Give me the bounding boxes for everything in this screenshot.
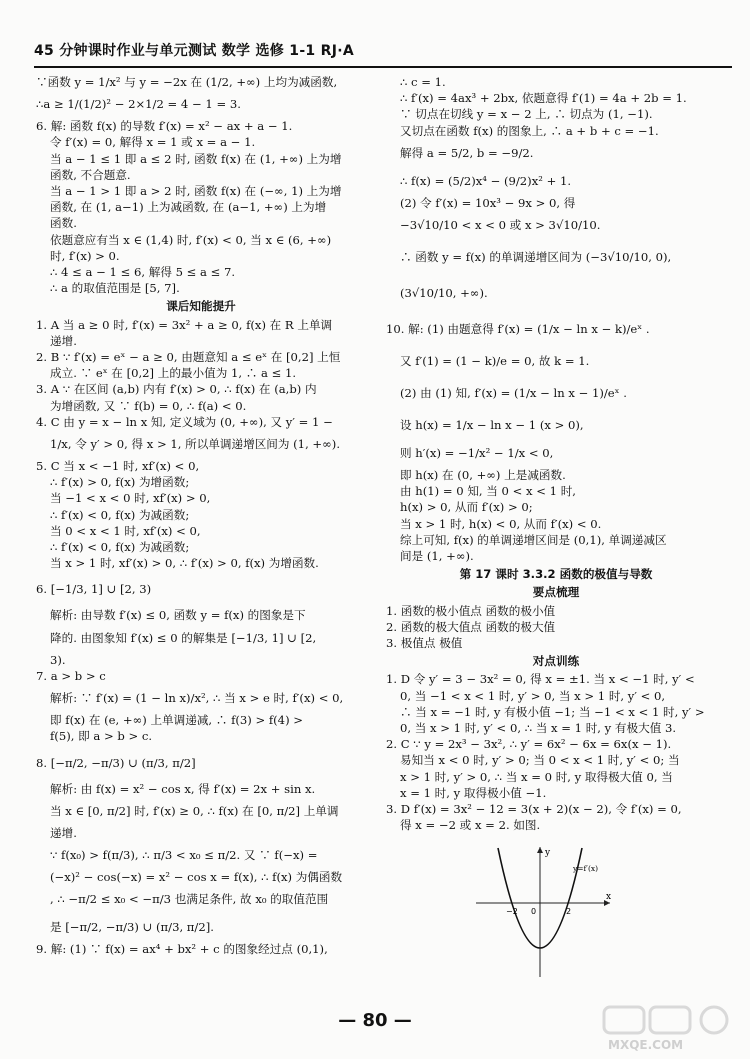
right-column [386, 74, 726, 833]
text-line: 0, 当 x > 1 时, y′ < 0, ∴ 当 x = 1 时, y 有极大值 3. [400, 721, 677, 736]
section-heading: 课后知能提升 [166, 299, 236, 314]
text-line: 当 0 < x < 1 时, xf′(x) < 0, [50, 523, 201, 538]
text-line: 解析: 由导数 f′(x) ≤ 0, 函数 y = f(x) 的图象是下 [50, 608, 306, 623]
text-line: 4. C 由 y = x − ln x 知, 定义域为 (0, +∞), 又 y′ = 1 − [36, 414, 333, 429]
text-line: ∴ 当 x = −1 时, y 有极小值 −1; 当 −1 < x < 1 时, y′ > [400, 704, 705, 719]
watermark-shape [604, 1007, 644, 1033]
text-line: 易知当 x < 0 时, y′ > 0; 当 0 < x < 1 时, y′ < 0; 当 [400, 753, 680, 768]
text-line: 依题意应有当 x ∈ (1,4) 时, f′(x) < 0, 当 x ∈ (6, +∞) [50, 232, 332, 247]
text-line: h(x) > 0, 从而 f′(x) > 0; [400, 500, 533, 515]
text-line: ∵ f(x₀) > f(π/3), ∴ π/3 < x₀ ≤ π/2. 又 ∵ f(−x) = [50, 847, 318, 862]
text-line: 1/x, 令 y′ > 0, 得 x > 1, 所以单调递增区间为 (1, +∞). [50, 437, 341, 452]
text-line: ∴ 函数 y = f(x) 的单调递增区间为 (−3√10/10, 0), [400, 250, 672, 265]
text-line: 函数, 不合题意. [50, 167, 131, 182]
text-line: ∴ 4 ≤ a − 1 ≤ 6, 解得 5 ≤ a ≤ 7. [50, 265, 236, 280]
text-line: 1. 函数的极小值点 函数的极小值 [386, 603, 556, 618]
section-heading: 对点训练 [532, 654, 580, 669]
text-line: 由 h(1) = 0 知, 当 0 < x < 1 时, [400, 484, 576, 499]
text-line: ∴ f′(x) < 0, f(x) 为减函数; [50, 540, 190, 555]
y-axis-arrow [537, 847, 543, 853]
text-line: x > 1 时, y′ > 0, ∴ 当 x = 0 时, y 取得极大值 0, 当 [400, 769, 673, 784]
page-number: — 80 — [338, 1010, 412, 1031]
x-axis-label: x [606, 892, 612, 902]
text-line: 解析: ∵ f′(x) = (1 − ln x)/x², ∴ 当 x > e 时, f′(x) < 0, [50, 691, 344, 706]
text-line: 2. B ∵ f′(x) = eˣ − a ≥ 0, 由题意知 a ≤ eˣ 在 [0,2] 上恒 [36, 350, 341, 365]
text-line: −3√10/10 < x < 0 或 x > 3√10/10. [400, 218, 601, 233]
text-line: 降的. 由图象知 f′(x) ≤ 0 的解集是 [−1/3, 1] ∪ [2, [50, 630, 317, 645]
text-line: x = 1 时, y 取得极小值 −1. [400, 785, 547, 800]
text-line: 6. [−1/3, 1] ∪ [2, 3) [36, 582, 152, 597]
text-line: f(5), 即 a > b > c. [50, 729, 153, 744]
text-line: 8. [−π/2, −π/3) ∪ (π/3, π/2] [36, 755, 196, 770]
text-line: 时, f′(x) > 0. [50, 248, 120, 263]
text-line: 间是 (1, +∞). [400, 549, 474, 564]
text-line: 当 a − 1 ≤ 1 即 a ≤ 2 时, 函数 f(x) 在 (1, +∞) 上为增 [50, 151, 342, 166]
text-line: ∵函数 y = 1/x² 与 y = −2x 在 (1/2, +∞) 上均为减函数, [36, 75, 338, 89]
text-line: 综上可知, f(x) 的单调递增区间是 (0,1), 单调递减区 [400, 532, 667, 547]
text-line: ∴ a 的取值范围是 [5, 7]. [50, 281, 180, 296]
text-line: 则 h′(x) = −1/x² − 1/x < 0, [400, 446, 554, 461]
text-line: 3. 极值点 极值 [386, 636, 463, 651]
text-line: 3). [50, 652, 66, 667]
text-line: 当 a − 1 > 1 即 a > 2 时, 函数 f(x) 在 (−∞, 1) 上为增 [50, 184, 342, 199]
text-line: (−x)² − cos(−x) = x² − cos x = f(x), ∴ f(x) 为偶函数 [50, 869, 343, 884]
text-line: 令 f′(x) = 0, 解得 x = 1 或 x = a − 1. [50, 135, 256, 150]
text-line: 7. a > b > c [36, 668, 106, 683]
text-line: 当 −1 < x < 0 时, xf′(x) > 0, [50, 491, 211, 506]
text-line: 解析: 由 f(x) = x² − cos x, 得 f′(x) = 2x + sin x. [50, 781, 316, 796]
curve-label: y=f′(x) [573, 864, 599, 873]
watermark-text: MXQE.COM [608, 1038, 684, 1052]
text-line: 递增. [50, 333, 77, 348]
text-line: 2. C ∵ y = 2x³ − 3x², ∴ y′ = 6x² − 6x = 6x(x − 1). [386, 737, 672, 752]
text-line: 又切点在函数 f(x) 的图象上, ∴ a + b + c = −1. [400, 123, 659, 138]
text-line: (2) 由 (1) 知, f′(x) = (1/x − ln x − 1)/eˣ . [400, 386, 627, 401]
text-line: 2. 函数的极大值点 函数的极大值 [386, 619, 556, 634]
text-line: (2) 令 f′(x) = 10x³ − 9x > 0, 得 [400, 195, 576, 210]
text-line: ∴ f′(x) = 4ax³ + 2bx, 依题意得 f′(1) = 4a + 2b = 1. [400, 91, 687, 106]
text-line: ∴ f′(x) < 0, f(x) 为减函数; [50, 507, 190, 522]
text-line: ∴ c = 1. [400, 75, 446, 89]
text-line: 5. C 当 x < −1 时, xf′(x) < 0, [36, 459, 200, 474]
derivative-graph [468, 843, 618, 983]
text-line: 是 [−π/2, −π/3) ∪ (π/3, π/2]. [50, 920, 214, 935]
text-line: ∵ 切点在切线 y = x − 2 上, ∴ 切点为 (1, −1). [400, 107, 653, 122]
text-line: 1. D 令 y′ = 3 − 3x² = 0, 得 x = ±1. 当 x < −1 时, y′ < [386, 672, 695, 687]
text-line: , ∴ −π/2 ≤ x₀ < −π/3 也满足条件, 故 x₀ 的取值范围 [50, 892, 329, 907]
text-line: ∴ f′(x) > 0, f(x) 为增函数; [50, 475, 190, 490]
page-header: 45 分钟课时作业与单元测试 数学 选修 1-1 RJ·A [34, 43, 354, 59]
text-line: 当 x ∈ [0, π/2] 时, f′(x) ≥ 0, ∴ f(x) 在 [0, π/2] 上单调 [50, 803, 339, 818]
text-line: ∴a ≥ 1/(1/2)² − 2×1/2 = 4 − 1 = 3. [36, 97, 241, 112]
text-line: 设 h(x) = 1/x − ln x − 1 (x > 0), [400, 418, 584, 433]
text-line: ∴ f(x) = (5/2)x⁴ − (9/2)x² + 1. [400, 173, 572, 188]
text-line: 函数. [50, 216, 77, 231]
watermark-shape [650, 1007, 690, 1033]
text-line: 即 h(x) 在 (0, +∞) 上是减函数. [400, 468, 566, 483]
tick-label: 2 [566, 907, 572, 916]
header-rule [34, 66, 732, 68]
section-heading: 要点梳理 [532, 585, 580, 600]
text-line: 又 f′(1) = (1 − k)/e = 0, 故 k = 1. [400, 354, 590, 369]
text-line: 6. 解: 函数 f(x) 的导数 f′(x) = x² − ax + a − 1. [36, 119, 293, 134]
text-line: 即 f(x) 在 (e, +∞) 上单调递减, ∴ f(3) > f(4) > [50, 713, 303, 728]
text-line: 当 x > 1 时, xf′(x) > 0, ∴ f′(x) > 0, f(x) 为增函数. [50, 556, 319, 571]
text-line: 成立. ∵ eˣ 在 [0,2] 上的最小值为 1, ∴ a ≤ 1. [50, 366, 297, 381]
text-line: 3. A ∵ 在区间 (a,b) 内有 f′(x) > 0, ∴ f(x) 在 (a,b) 内 [36, 382, 317, 397]
left-column [36, 74, 366, 957]
text-line: 递增. [50, 825, 77, 840]
origin-label: 0 [531, 907, 537, 916]
text-line: 10. 解: (1) 由题意得 f′(x) = (1/x − ln x − k)/eˣ . [386, 322, 650, 337]
text-line: 函数, 在 (1, a−1) 上为减函数, 在 (a−1, +∞) 上为增 [50, 200, 327, 215]
lesson-title: 第 17 课时 3.3.2 函数的极值与导数 [459, 567, 653, 582]
text-line: 9. 解: (1) ∵ f(x) = ax⁴ + bx² + c 的图象经过点 (0,1), [36, 942, 328, 957]
watermark-shape [701, 1007, 727, 1033]
text-line: 得 x = −2 或 x = 2. 如图. [400, 818, 541, 833]
tick-label: −2 [506, 907, 518, 916]
text-line: 0, 当 −1 < x < 1 时, y′ > 0, 当 x > 1 时, y′ < 0, [400, 688, 666, 703]
text-line: 为增函数, 又 ∵ f(b) = 0, ∴ f(a) < 0. [50, 398, 247, 413]
text-line: 3. D f′(x) = 3x² − 12 = 3(x + 2)(x − 2), 令 f′(x) = 0, [386, 802, 682, 817]
watermark-logo [600, 1003, 740, 1053]
text-line: (3√10/10, +∞). [400, 286, 488, 301]
text-line: 1. A 当 a ≥ 0 时, f′(x) = 3x² + a ≥ 0, f(x) 在 R 上单调 [36, 317, 333, 332]
y-axis-label: y [545, 848, 551, 858]
text-line: 当 x > 1 时, h(x) < 0, 从而 f′(x) < 0. [400, 516, 602, 531]
text-line: 解得 a = 5/2, b = −9/2. [400, 145, 534, 160]
